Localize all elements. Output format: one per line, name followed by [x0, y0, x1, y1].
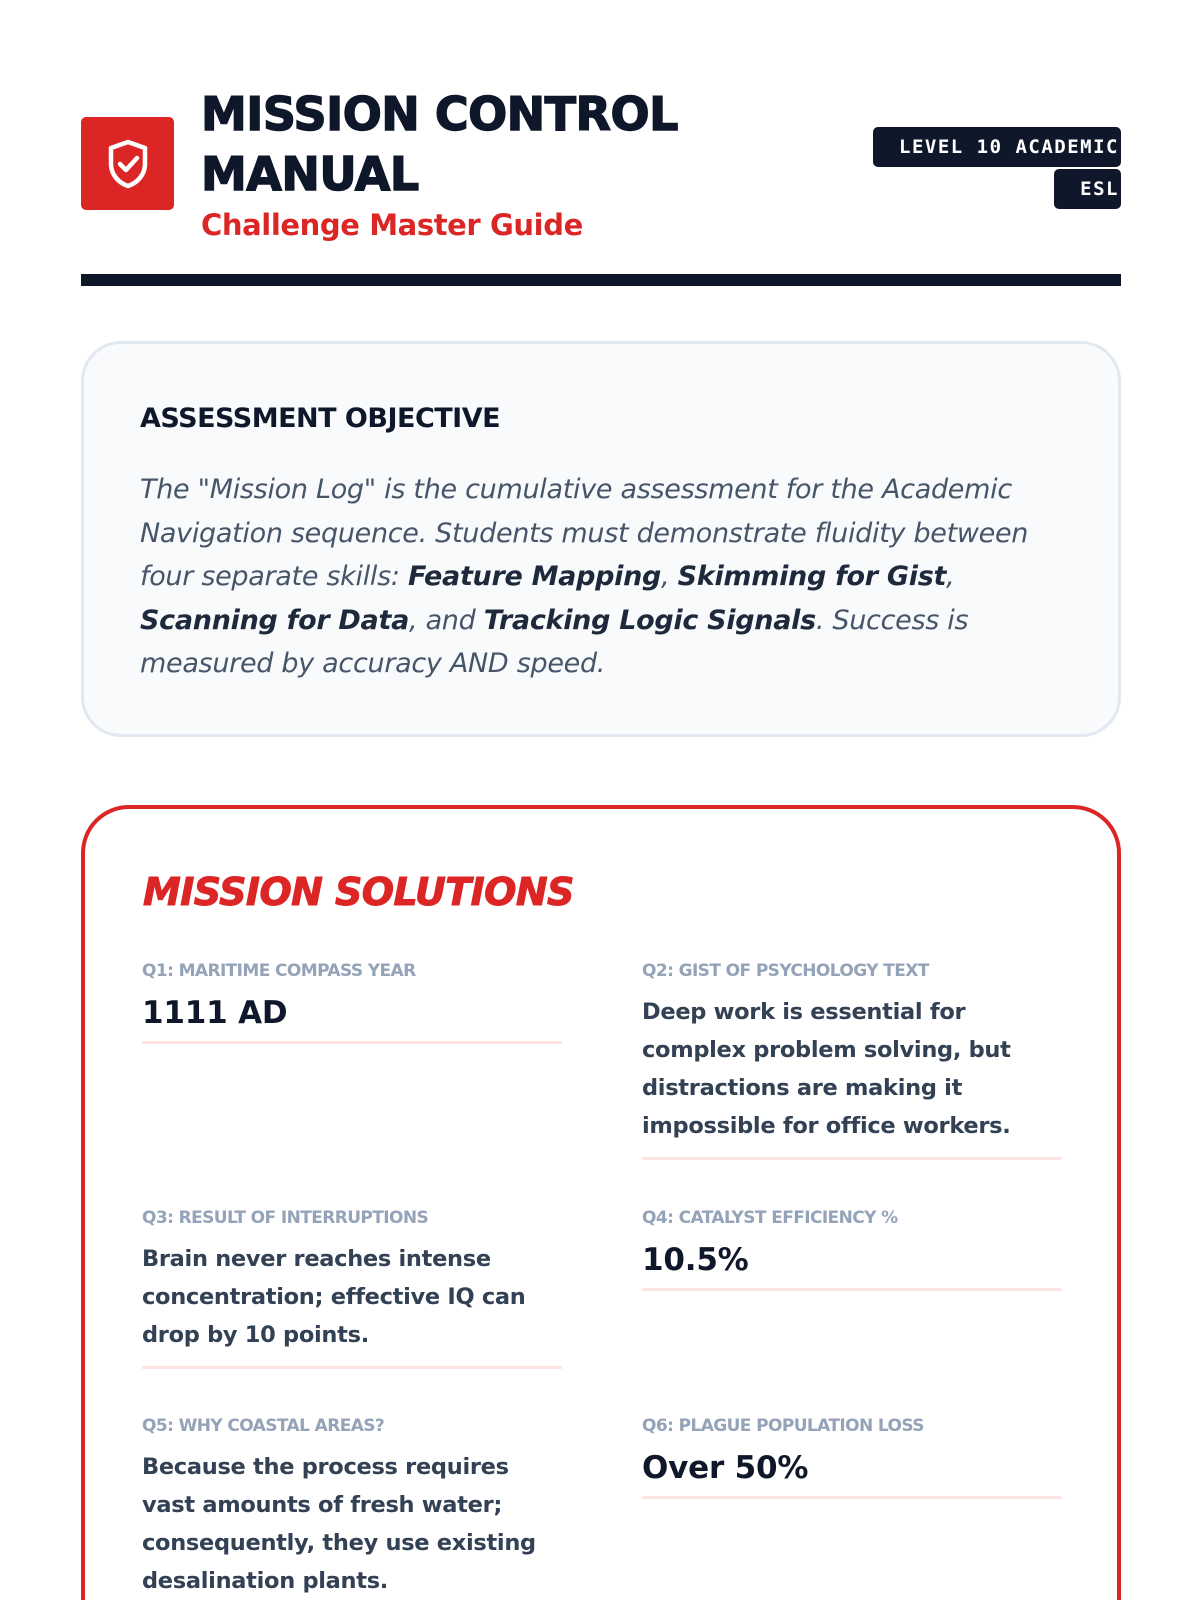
level-badge: LEVEL 10 ACADEMIC ESL: [873, 127, 1121, 209]
solution-item-q2: [642, 961, 1062, 1160]
objective-card: [81, 341, 1121, 737]
solution-item-q3: [142, 1208, 562, 1369]
solution-item-q5: [142, 1416, 562, 1600]
answer-value: Over 50%: [642, 1450, 809, 1486]
answer-value: 10.5%: [642, 1242, 749, 1278]
page-title: MISSION CONTROL MANUAL: [201, 87, 678, 201]
question-label: Q6: PLAGUE POPULATION LOSS: [642, 1416, 924, 1436]
objective-heading: ASSESSMENT OBJECTIVE: [140, 403, 501, 434]
answer-text: Because the process requires vast amounts of fresh water; consequently, they use existing desalination plants.: [142, 1454, 536, 1594]
skill-feature-mapping: Feature Mapping: [407, 561, 662, 592]
question-label: Q5: WHY COASTAL AREAS?: [142, 1416, 385, 1436]
objective-text-part: . Success is measured by accuracy AND speed.: [140, 604, 969, 679]
answer-text: Deep work is essential for complex problem solving, but distractions are making it impossible for office workers.: [642, 999, 1011, 1139]
objective-text-part: , and: [409, 604, 484, 636]
objective-text-part: The "Mission Log" is the cumulative assessment for the Academic Navigation sequence. Students must demonstrate fluidity between four separate skills:: [140, 474, 1029, 592]
solution-item-q1: [142, 961, 562, 1044]
question-label: Q3: RESULT OF INTERRUPTIONS: [142, 1208, 429, 1228]
solutions-card: [81, 805, 1121, 1600]
header-divider: [81, 274, 1121, 286]
answer-text: Brain never reaches intense concentration; effective IQ can drop by 10 points.: [142, 1246, 526, 1348]
skill-skimming: Skimming for Gist: [677, 561, 947, 592]
objective-text-part: ,: [946, 561, 955, 592]
shield-check-icon: [105, 138, 151, 190]
objective-text-part: ,: [661, 561, 678, 592]
title-block: [201, 84, 801, 242]
solution-item-q4: [642, 1208, 1062, 1291]
page-header: [81, 84, 1121, 284]
question-label: Q1: MARITIME COMPASS YEAR: [142, 961, 416, 981]
question-label: Q4: CATALYST EFFICIENCY %: [642, 1208, 898, 1228]
level-badge-container: [856, 127, 1121, 211]
solution-item-q6: [642, 1416, 1062, 1499]
answer-value: 1111 AD: [142, 995, 288, 1031]
question-label: Q2: GIST OF PSYCHOLOGY TEXT: [642, 961, 929, 981]
skill-scanning: Scanning for Data: [140, 604, 409, 636]
solutions-heading: MISSION SOLUTIONS: [143, 870, 574, 914]
objective-text: [140, 468, 1070, 686]
logo: [81, 117, 174, 210]
page-subtitle: Challenge Master Guide: [201, 208, 583, 242]
skill-logic-signals: Tracking Logic Signals: [483, 604, 816, 636]
